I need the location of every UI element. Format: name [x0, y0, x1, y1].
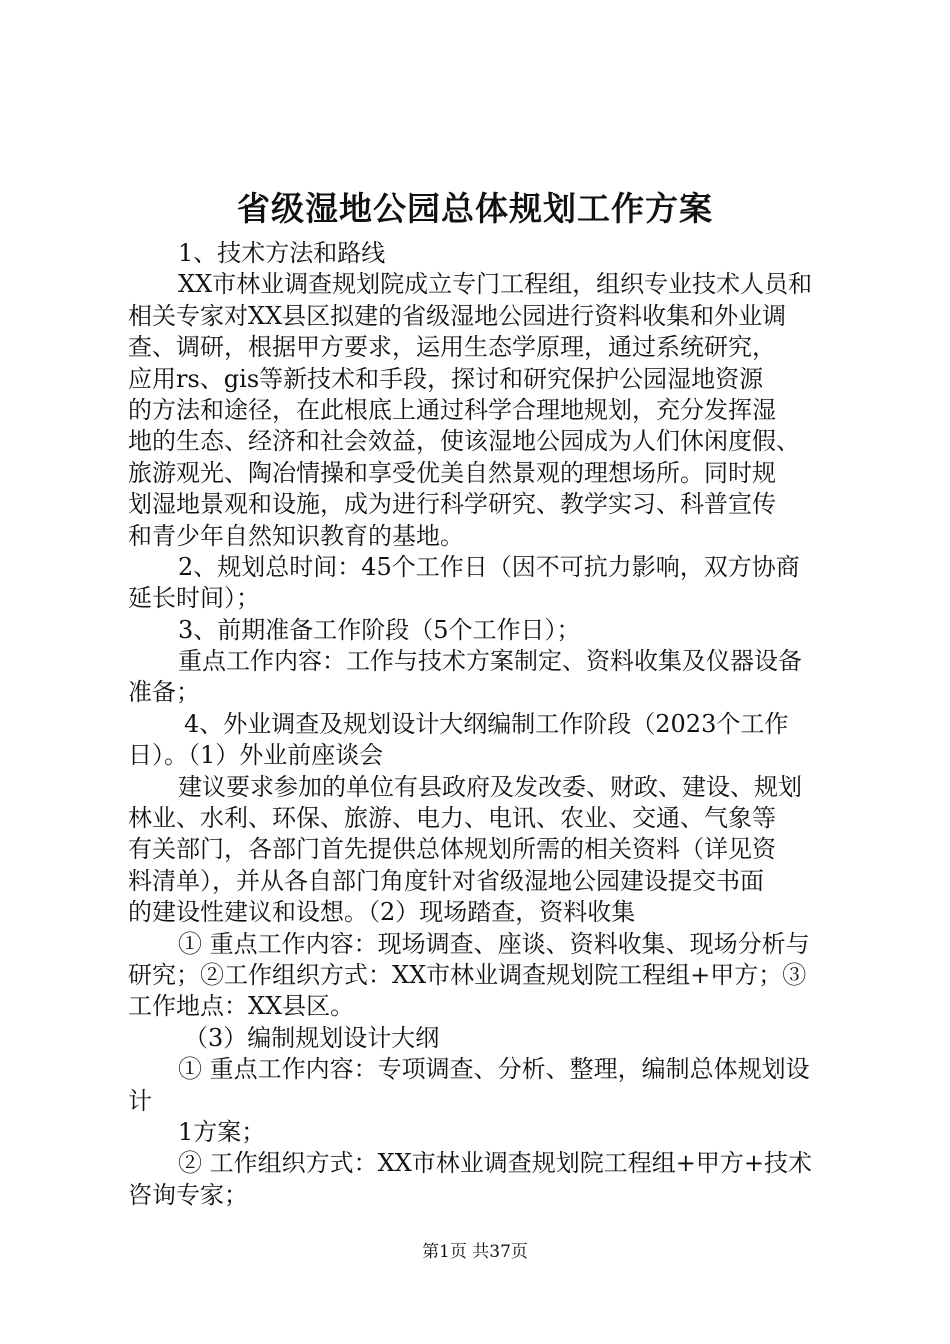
- paragraph-line: 有关部门，各部门首先提供总体规划所需的相关资料（详见资: [128, 835, 776, 864]
- paragraph-line: ① 重点工作内容：专项调查、分析、整理，编制总体规划设: [178, 1055, 810, 1084]
- paragraph-line: 咨询专家；: [128, 1180, 248, 1209]
- paragraph-line: 日）。（1）外业前座谈会: [128, 741, 384, 770]
- paragraph-line: 延长时间）；: [128, 584, 260, 613]
- paragraph-line: 的建设性建议和设想。（2）现场踏查，资料收集: [128, 898, 636, 927]
- page-title: 省级湿地公园总体规划工作方案: [237, 189, 713, 228]
- paragraph-line: ① 重点工作内容：现场调查、座谈、资料收集、现场分析与: [178, 929, 810, 958]
- paragraph-line: 4、外业调查及规划设计大纲编制工作阶段（2023个工作: [184, 709, 789, 738]
- paragraph-line: 旅游观光、陶冶情操和享受优美自然景观的理想场所。同时规: [128, 458, 776, 487]
- paragraph-line: 工作地点：XX县区。: [128, 992, 355, 1021]
- paragraph-line: 查、调研，根据甲方要求，运用生态学原理，通过系统研究，: [128, 333, 776, 362]
- paragraph-line: 重点工作内容：工作与技术方案制定、资料收集及仪器设备: [178, 647, 802, 676]
- paragraph-line: 和青少年自然知识教育的基地。: [128, 521, 464, 550]
- paragraph-line: 研究；②工作组织方式：XX市林业调查规划院工程组+甲方；③: [128, 960, 807, 989]
- paragraph-line: ② 工作组织方式：XX市林业调查规划院工程组+甲方+技术: [178, 1149, 813, 1178]
- document-body: [128, 238, 838, 1211]
- paragraph-line: 相关专家对XX县区拟建的省级湿地公园进行资料收集和外业调: [128, 301, 787, 330]
- paragraph-line: 划湿地景观和设施，成为进行科学研究、教学实习、科普宣传: [128, 490, 776, 519]
- paragraph-line: 的方法和途径，在此根底上通过科学合理地规划，充分发挥湿: [128, 395, 776, 424]
- paragraph-line: 建议要求参加的单位有县政府及发改委、财政、建设、规划: [178, 772, 802, 801]
- paragraph-line: 1方案；: [178, 1117, 266, 1146]
- paragraph-line: XX市林业调查规划院成立专门工程组，组织专业技术人员和: [178, 270, 813, 299]
- paragraph-line: 林业、水利、环保、旅游、电力、电讯、农业、交通、气象等: [128, 804, 776, 833]
- paragraph-line: 料清单），并从各自部门角度针对省级湿地公园建设提交书面: [128, 866, 764, 895]
- section-heading: 1、技术方法和路线: [178, 239, 386, 267]
- paragraph-line: 计: [128, 1086, 152, 1115]
- paragraph-line: 3、前期准备工作阶段（5个工作日）；: [178, 615, 581, 644]
- page-footer: 第1页 共37页: [422, 1242, 528, 1262]
- paragraph-line: 地的生态、经济和社会效益，使该湿地公园成为人们休闲度假、: [128, 427, 800, 456]
- paragraph-line: 准备；: [128, 678, 200, 707]
- paragraph-line: 2、规划总时间：45个工作日（因不可抗力影响，双方协商: [178, 552, 800, 581]
- subsection-heading: （3）编制规划设计大纲: [184, 1023, 440, 1052]
- paragraph-line: 应用rs、gis等新技术和手段，探讨和研究保护公园湿地资源: [128, 364, 764, 393]
